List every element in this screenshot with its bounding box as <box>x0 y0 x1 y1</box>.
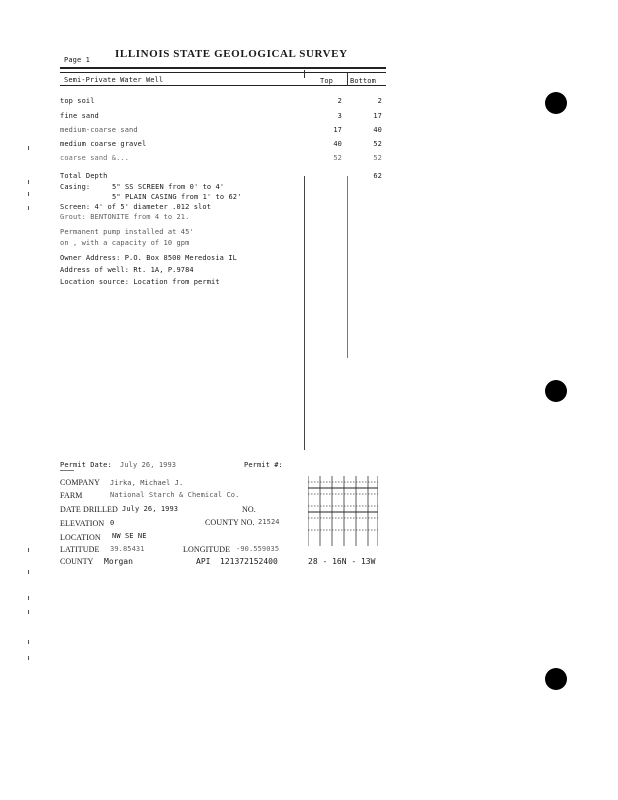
stratum-name: medium coarse gravel <box>60 140 147 148</box>
pump-line-1: Permanent pump installed at 45' <box>60 228 194 236</box>
pump-line-2: on , with a capacity of 10 gpm <box>60 239 190 247</box>
longitude-label: LONGITUDE <box>183 545 231 554</box>
casing-label: Casing: <box>60 183 91 191</box>
column-divider-top <box>304 70 305 78</box>
total-depth-label: Total Depth <box>60 172 108 180</box>
stratum-bottom: 40 <box>373 126 382 134</box>
stratum-name: fine sand <box>60 112 99 120</box>
screen-line: Screen: 4' of 5' diameter .012 slot <box>60 203 212 211</box>
casing-line-2: 5" PLAIN CASING from 1' to 62' <box>112 193 242 201</box>
stratum-name: top soil <box>60 97 95 105</box>
punch-hole-middle <box>545 380 567 402</box>
api-value: 121372152400 <box>220 557 278 566</box>
punch-hole-bottom <box>545 668 567 690</box>
farm-label: FARM <box>60 491 83 500</box>
stratum-top: 3 <box>337 112 342 120</box>
county-number-label: COUNTY NO. <box>205 518 255 527</box>
location-value: NW SE NE <box>112 532 147 540</box>
permit-underline <box>60 470 74 471</box>
county-number-value: 21524 <box>258 518 280 526</box>
owner-address-line: Owner Address: P.O. Box 8500 Meredosia IL <box>60 254 237 262</box>
farm-value: National Starch & Chemical Co. <box>110 491 240 499</box>
punch-hole-top <box>545 92 567 114</box>
stratum-top: 2 <box>337 97 342 105</box>
margin-mark <box>28 206 29 210</box>
total-depth-value: 62 <box>373 172 382 180</box>
header-rule-mid <box>60 72 386 73</box>
column-divider-top-bottom <box>347 72 348 86</box>
margin-mark <box>28 180 29 184</box>
company-value: Jirka, Michael J. <box>110 479 184 487</box>
township-range-value: 28 - 16N - 13W <box>308 557 376 566</box>
company-label: COMPANY <box>60 478 100 487</box>
margin-mark <box>28 610 29 614</box>
latitude-label: LATITUDE <box>60 545 100 554</box>
margin-mark <box>28 656 29 660</box>
stratum-top: 52 <box>333 154 342 162</box>
well-type-header: Semi-Private Water Well <box>64 76 164 84</box>
column-divider-bottom-lower <box>347 176 348 358</box>
grout-line: Grout: BENTONITE from 4 to 21. <box>60 213 190 221</box>
county-label: COUNTY <box>60 557 94 566</box>
stratum-top: 40 <box>333 140 342 148</box>
column-divider-lower <box>304 176 305 450</box>
header-rule-bottom <box>60 85 386 86</box>
bottom-column-header: Bottom <box>350 77 376 85</box>
well-address-line: Address of well: Rt. 1A, P.9784 <box>60 266 194 274</box>
location-source-line: Location source: Location from permit <box>60 278 220 286</box>
page-label: Page 1 <box>64 56 90 64</box>
latitude-value: 39.85431 <box>110 545 145 553</box>
number-label: NO. <box>242 505 256 514</box>
margin-mark <box>28 640 29 644</box>
casing-line-1: 5" SS SCREEN from 0' to 4' <box>112 183 225 191</box>
date-drilled-value: July 26, 1993 <box>122 505 179 513</box>
margin-mark <box>28 548 29 552</box>
date-drilled-label: DATE DRILLED <box>60 505 118 514</box>
margin-mark <box>28 192 29 196</box>
margin-mark <box>28 146 29 150</box>
margin-mark <box>28 570 29 574</box>
stratum-name: medium-coarse sand <box>60 126 138 134</box>
stratum-bottom: 52 <box>373 154 382 162</box>
margin-mark <box>28 596 29 600</box>
elevation-value: 0 <box>110 519 115 527</box>
permit-date-value: July 26, 1993 <box>120 461 177 469</box>
location-label: LOCATION <box>60 533 101 542</box>
permit-number-label: Permit #: <box>244 461 283 469</box>
section-location-grid <box>308 476 378 546</box>
stratum-bottom: 52 <box>373 140 382 148</box>
elevation-label: ELEVATION <box>60 519 105 528</box>
agency-title: ILLINOIS STATE GEOLOGICAL SURVEY <box>115 48 348 60</box>
longitude-value: -90.559035 <box>236 545 280 553</box>
top-column-header: Top <box>320 77 333 85</box>
stratum-bottom: 17 <box>373 112 382 120</box>
stratum-name: coarse sand &... <box>60 154 130 162</box>
stratum-bottom: 2 <box>377 97 382 105</box>
stratum-top: 17 <box>333 126 342 134</box>
county-value: Morgan <box>104 557 133 566</box>
permit-date-label: Permit Date: <box>60 461 112 469</box>
api-label: API <box>196 557 211 566</box>
header-rule-top <box>60 67 386 69</box>
